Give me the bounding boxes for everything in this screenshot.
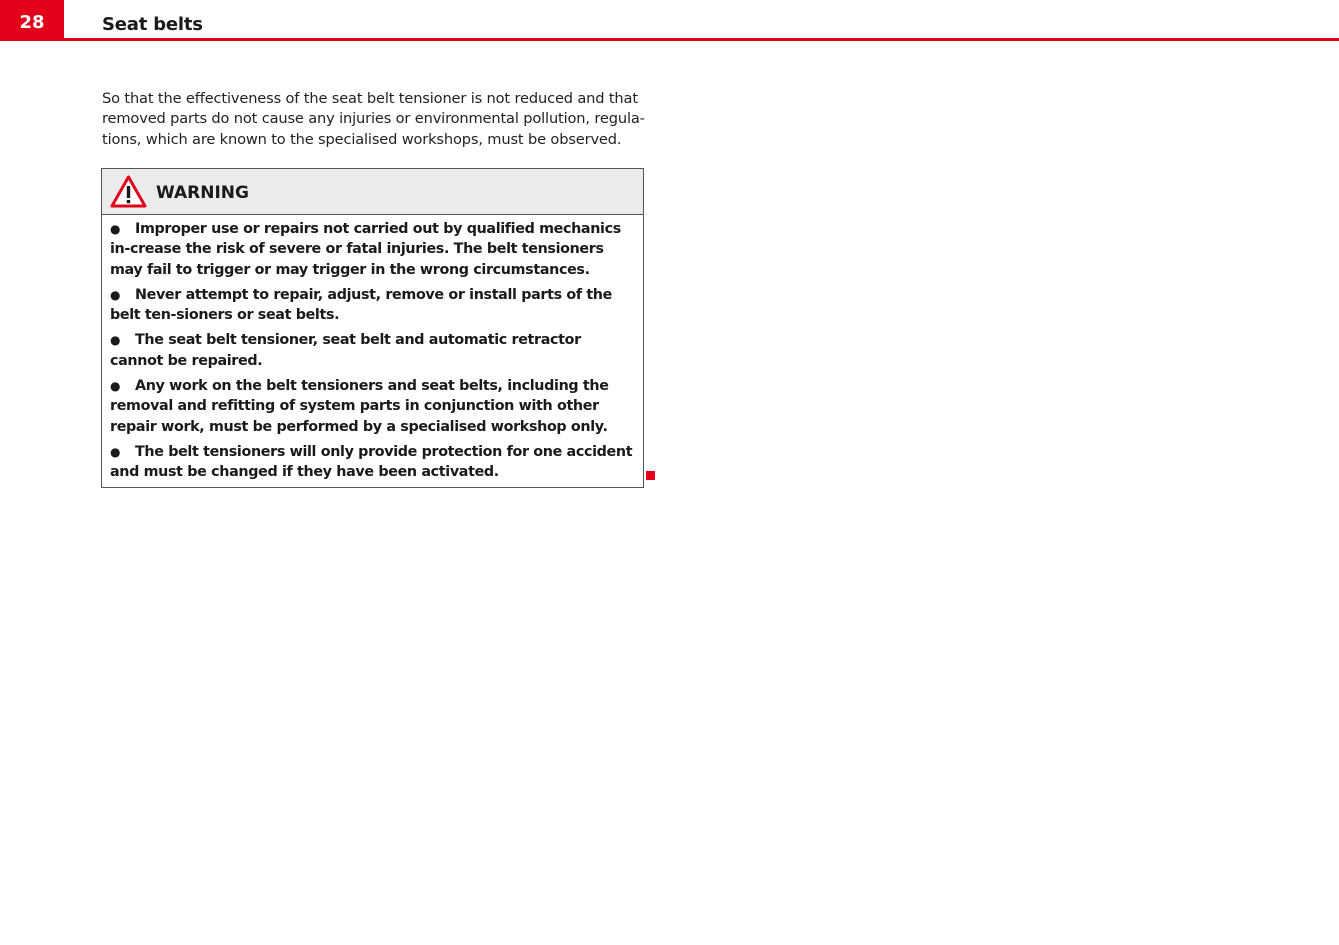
warning-list xyxy=(102,215,643,487)
warning-item: ● Improper use or repairs not carried out by qualified mechanics in-crease the risk of severe or fatal injuries. The belt tensioners may fail to trigger or may trigger in the wrong circumstances. xyxy=(110,221,621,278)
warning-item: ● The belt tensioners will only provide protection for one accident and must be changed if they have been activated. xyxy=(110,443,633,481)
bullet-icon: ● xyxy=(110,379,121,394)
warning-item: ● Never attempt to repair, adjust, remove or install parts of the belt ten-sioners or seat belts. xyxy=(110,286,612,324)
bullet-icon: ● xyxy=(110,287,121,302)
intro-paragraph: So that the effectiveness of the seat belt tensioner is not reduced and that removed parts do not cause any injuries or environmental pollution, regula-tions, which are known to the specialised workshops, must be observed. xyxy=(102,90,645,148)
warning-header xyxy=(102,169,643,215)
section-title: Seat belts xyxy=(102,14,203,35)
warning-box xyxy=(101,168,644,488)
warning-item: ● The seat belt tensioner, seat belt and automatic retractor cannot be repaired. xyxy=(110,332,581,369)
header-rule xyxy=(0,38,1339,41)
page-number: 28 xyxy=(0,0,64,41)
bullet-icon: ● xyxy=(110,333,121,348)
warning-item: ● Any work on the belt tensioners and seat belts, including the removal and refitting of system parts in conjunction with other repair work, must be performed by a specialised workshop only. xyxy=(110,378,609,435)
end-of-section-square-icon xyxy=(646,471,655,480)
warning-title: WARNING xyxy=(156,182,249,203)
bullet-icon: ● xyxy=(110,222,121,236)
bullet-icon: ● xyxy=(110,444,121,459)
warning-triangle-icon xyxy=(110,175,147,208)
